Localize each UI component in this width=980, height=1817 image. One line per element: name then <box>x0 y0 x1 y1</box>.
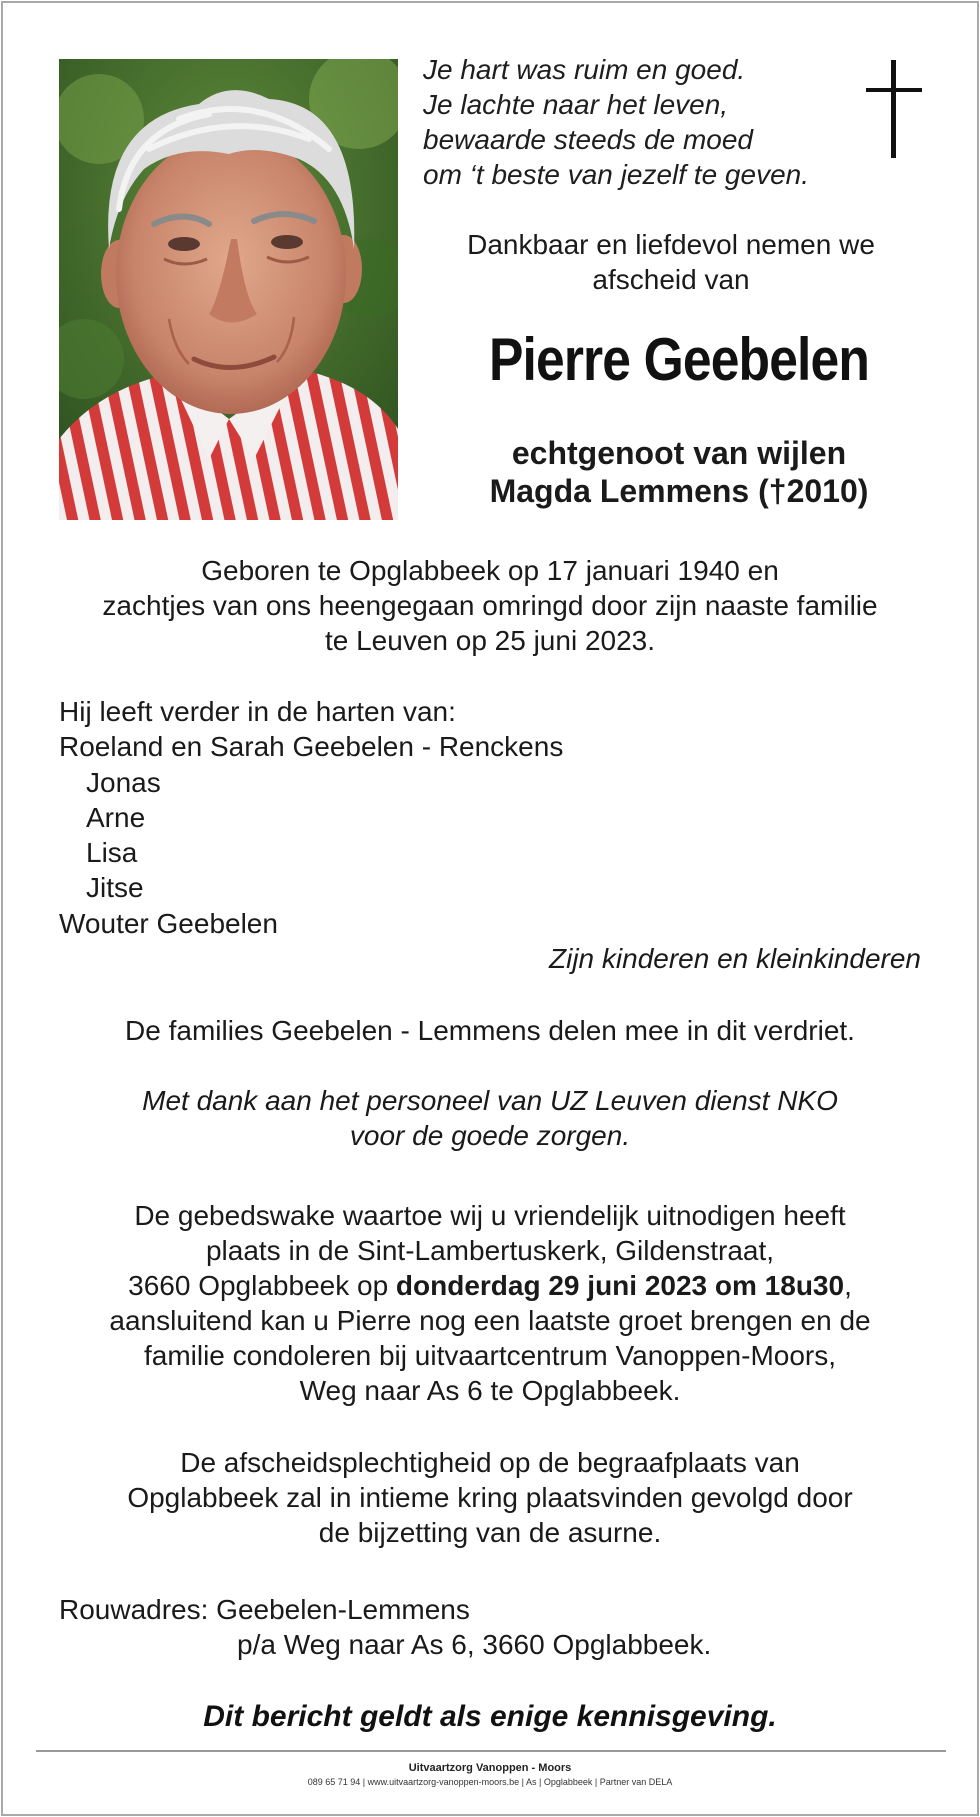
portrait-photo <box>59 59 398 520</box>
wake-line: De gebedswake waartoe wij u vriendelijk uitnodigen heeft <box>134 1200 846 1231</box>
footer-contact: 089 65 71 94 | www.uitvaartzorg-vanoppen-moors.be | As | Opglabbeek | Partner van DELA <box>307 1777 673 1787</box>
birth-death-line: te Leuven op 25 juni 2023. <box>324 625 656 656</box>
birth-death-line: zachtjes van ons heengegaan omringd door zijn naaste familie <box>102 590 878 621</box>
grandchild: Jonas <box>86 766 161 798</box>
grandchild: Lisa <box>86 837 138 869</box>
intro-line: afscheid van <box>592 264 750 295</box>
survivors-list <box>59 694 929 976</box>
footer-company: Uitvaartzorg Vanoppen - Moors <box>408 1762 572 1774</box>
intro-line: Dankbaar en liefdevol nemen we <box>467 229 875 260</box>
intro-text <box>420 227 922 297</box>
spouse-line: echtgenoot van wijlen <box>511 435 847 471</box>
farewell-line: Opglabbeek zal in intieme kring plaatsvinden gevolgd door <box>127 1482 853 1513</box>
wake-line: Weg naar As 6 te Opglabbeek. <box>299 1375 681 1406</box>
survivor-other: Wouter Geebelen <box>59 907 278 939</box>
address-line: Rouwadres: Geebelen-Lemmens <box>59 1594 470 1625</box>
families-text <box>40 1013 940 1048</box>
footer-divider <box>36 1750 946 1752</box>
wake-line: familie condoleren bij uitvaartcentrum Vanoppen-Moors, <box>143 1340 837 1371</box>
survivor-couple: Roeland en Sarah Geebelen - Renckens <box>59 731 564 763</box>
notice-text: Dit bericht geldt als enige kennisgeving. <box>203 1700 777 1733</box>
address-line: p/a Weg naar As 6, 3660 Opglabbeek. <box>237 1629 712 1660</box>
spouse-line: Magda Lemmens (†2010) <box>489 473 869 509</box>
poem-line: om ‘t beste van jezelf te geven. <box>423 159 809 190</box>
thanks-line: Met dank aan het personeel van UZ Leuven dienst NKO <box>142 1085 838 1116</box>
poem-line: bewaarde steeds de moed <box>423 124 753 155</box>
families-line: De families Geebelen - Lemmens delen mee in dit verdriet. <box>125 1015 855 1046</box>
poem-line: Je lachte naar het leven, <box>423 89 729 120</box>
mourning-address <box>59 1592 919 1662</box>
wake-datetime: donderdag 29 juni 2023 om 18u30 <box>395 1270 845 1301</box>
birth-death-line: Geboren te Opglabbeek op 17 januari 1940 en <box>201 555 779 586</box>
grandchild: Arne <box>86 801 146 833</box>
wake-line: aansluitend kan u Pierre nog een laatste groet brengen en de <box>109 1305 871 1336</box>
deceased-name: Pierre Geebelen <box>488 326 870 393</box>
grandchild: Jitse <box>86 872 144 904</box>
farewell-line: de bijzetting van de asurne. <box>318 1517 662 1548</box>
wake-location: 3660 Opglabbeek op <box>128 1270 396 1301</box>
survivors-signature: Zijn kinderen en kleinkinderen <box>549 943 921 975</box>
survivors-heading: Hij leeft verder in de harten van: <box>59 696 456 727</box>
farewell-line: De afscheidsplechtigheid op de begraafplaats van <box>180 1447 800 1478</box>
cross-icon <box>866 60 922 160</box>
wake-punct: , <box>844 1270 852 1301</box>
birth-death-text <box>40 553 940 658</box>
wake-line: plaats in de Sint-Lambertuskerk, Gildenstraat, <box>205 1235 775 1266</box>
thanks-text <box>40 1083 940 1153</box>
thanks-line: voor de goede zorgen. <box>349 1120 631 1151</box>
spouse-info <box>420 434 938 510</box>
poem-line: Je hart was ruim en goed. <box>423 54 746 85</box>
wake-line <box>40 1268 940 1303</box>
farewell-text <box>40 1445 940 1550</box>
wake-text <box>40 1198 940 1408</box>
poem <box>423 52 863 192</box>
